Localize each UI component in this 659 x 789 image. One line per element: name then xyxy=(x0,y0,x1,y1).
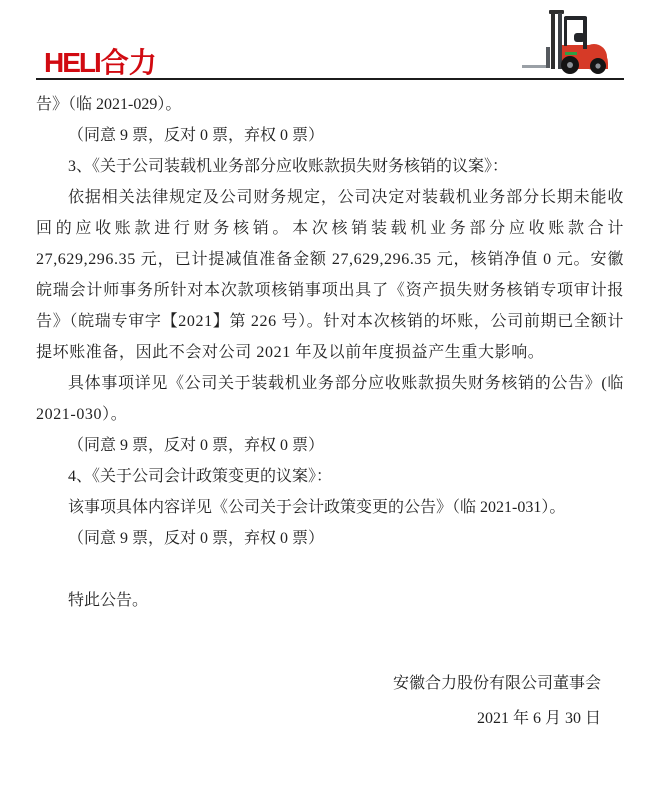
item-3-title: 3、《关于公司装载机业务部分应收账款损失财务核销的议案》： xyxy=(68,158,509,175)
heli-logo xyxy=(44,49,157,77)
forklift-icon xyxy=(522,9,610,75)
item-3-body: 依据相关法律规定及公司财务规定，公司决定对装载机业务部分长期未能收回的应收账款进行财务核销。本次核销装载机业务部分应收账款合计 27,629,296.35 元，已计提减值准备金额 27,629,296.35 元，核销净值 0 元。安徽皖瑞会计师事务所针对本次款项核销事项出具了《资产损失财务核销专项审计报告》（皖瑞专审字【2021】第 226 号）。针对本次核销的坏账，公司前期已全额计提坏账准备，因此不会对公司 2021 年及以前年度损益产生重大影响。 xyxy=(36,189,624,361)
item-4-reference: 该事项具体内容详见《公司关于会计政策变更的公告》（临 2021-031）。 xyxy=(68,499,566,516)
vote-line-3: （同意 9 票，反对 0 票，弃权 0 票） xyxy=(68,530,325,547)
document-body xyxy=(36,80,624,616)
heli-logo-cjk: 合力 xyxy=(100,47,157,78)
board-signature xyxy=(36,668,601,734)
heli-logo-latin: HELI xyxy=(44,47,100,78)
item-4-title: 4、《关于公司会计政策变更的议案》： xyxy=(68,468,333,485)
signature-company: 安徽合力股份有限公司董事会 xyxy=(392,675,601,692)
vote-line-1: （同意 9 票，反对 0 票，弃权 0 票） xyxy=(68,127,325,144)
item-3-reference: 具体事项详见《公司关于装载机业务部分应收账款损失财务核销的公告》(临 2021-030）。 xyxy=(36,375,624,423)
vote-line-2: （同意 9 票，反对 0 票，弃权 0 票） xyxy=(68,437,325,454)
closing-announcement: 特此公告。 xyxy=(68,592,149,609)
signature-date: 2021 年 6 月 30 日 xyxy=(476,710,601,727)
paragraph-continued: 告》（临 2021-029）。 xyxy=(36,96,182,113)
header xyxy=(36,0,624,80)
